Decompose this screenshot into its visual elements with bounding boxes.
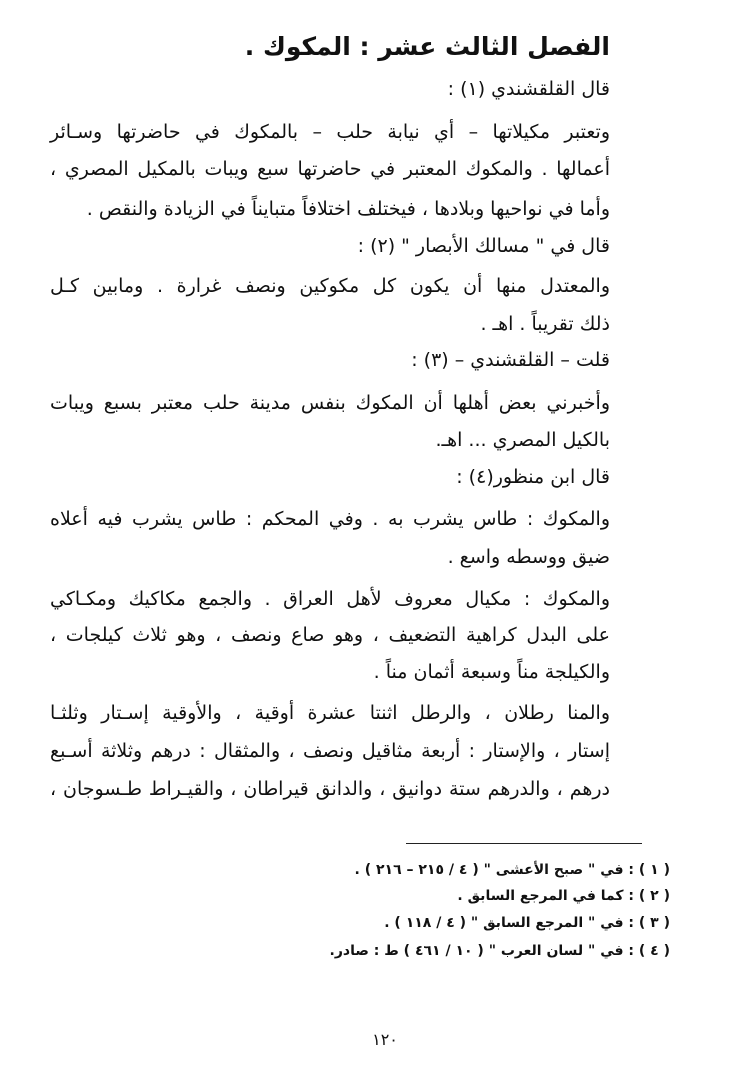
footnote-4: ( ٤ ) : في " لسان العرب " ( ١٠ / ٤٦١ ) ط : صادر. xyxy=(329,943,670,959)
footnote-1: ( ١ ) : في " صبح الأعشى " ( ٤ / ٢١٥ – ٢١٦ ) . xyxy=(354,862,670,878)
body-line-2: وتعتبر مكيلاتها – أي نيابة حلب – بالمكوك في حاضرتها وسـائر xyxy=(50,121,610,143)
body-line-5: قال في " مسالك الأبصار " (٢) : xyxy=(357,235,610,257)
body-line-14: والمكوك : مكيال معروف لأهل العراق . والجمع مكاكيك ومكـاكي xyxy=(50,588,610,610)
body-line-13: ضيق ووسطه واسع . xyxy=(447,546,610,568)
body-line-4: وأما في نواحيها وبلادها ، فيختلف اختلافاً متبايناً في الزيادة والنقص . xyxy=(86,198,610,220)
body-line-1: قال القلقشندي (١) : xyxy=(447,78,610,100)
body-line-12: والمكوك : طاس يشرب به . وفي المحكم : طاس يشرب فيه أعلاه xyxy=(50,508,610,530)
page-number: ١٢٠ xyxy=(372,1030,398,1049)
body-line-15: على البدل كراهية التضعيف ، وهو صاع ونصف ، وهو ثلاث كيلجات ، xyxy=(50,624,610,646)
body-line-16: والكيلجة مناً وسبعة أثمان مناً . xyxy=(373,661,610,683)
body-line-10: بالكيل المصري ... اهـ. xyxy=(435,429,610,451)
body-line-8: قلت – القلقشندي – (٣) : xyxy=(411,349,610,371)
body-line-17: والمنا رطلان ، والرطل اثنتا عشرة أوقية ، والأوقية إسـتار وثلثـا xyxy=(50,702,610,724)
body-line-18: إستار ، والإستار : أربعة مثاقيل ونصف ، والمثقال : درهم وثلاثة أسـبع xyxy=(50,740,610,762)
footnote-2: ( ٢ ) : كما في المرجع السابق . xyxy=(457,888,670,904)
body-line-3: أعمالها . والمكوك المعتبر في حاضرتها سبع ويبات بالمكيل المصري ، xyxy=(50,158,610,180)
footnote-divider xyxy=(406,843,642,844)
chapter-title: الفصل الثالث عشر : المكوك . xyxy=(244,32,610,61)
body-line-7: ذلك تقريباً . اهـ . xyxy=(480,313,610,335)
body-line-9: وأخبرني بعض أهلها أن المكوك بنفس مدينة حلب معتبر بسبع ويبات xyxy=(50,392,610,414)
footnote-3: ( ٣ ) : في " المرجع السابق " ( ٤ / ١١٨ ) . xyxy=(384,915,670,931)
body-line-19: درهم ، والدرهم ستة دوانيق ، والدانق قيراطان ، والقيـراط طـسوجان ، xyxy=(50,778,610,800)
body-line-11: قال ابن منظور(٤) : xyxy=(456,466,610,488)
body-line-6: والمعتدل منها أن يكون كل مكوكين ونصف غرارة . ومابين كـل xyxy=(50,275,610,297)
